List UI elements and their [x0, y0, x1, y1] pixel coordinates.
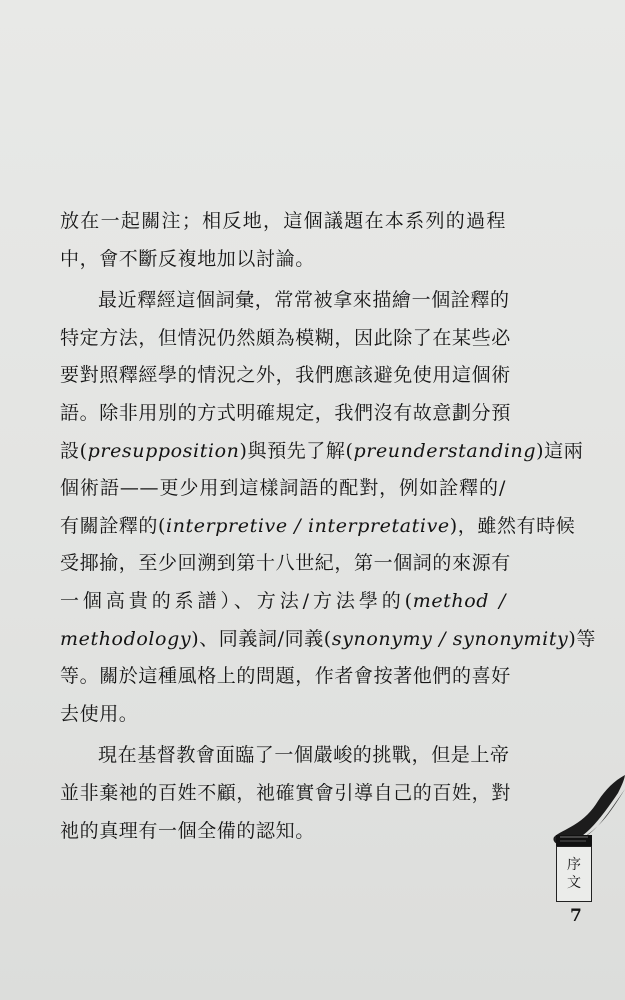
text-segment: 特定方法，但情況仍然頗為模糊，因此除了在某些必: [60, 326, 511, 349]
text-segment: 現在基督教會面臨了一個嚴峻的挑戰，但是上帝: [98, 744, 510, 767]
text-line: [60, 282, 510, 320]
text-line: [60, 775, 511, 813]
section-tab-char: 序: [567, 857, 581, 873]
text-segment: )這兩: [536, 439, 584, 462]
italic-term: method /: [412, 589, 507, 612]
text-segment: 等。關於這種風格上的問題，作者會按著他們的喜好: [60, 665, 511, 688]
italic-term: synonymy / synonymity: [331, 627, 569, 650]
text-segment: 語。除非用別的方式明確規定，我們沒有故意劃分預: [60, 401, 511, 424]
italic-term: methodology: [60, 627, 192, 650]
body-text: [60, 203, 597, 850]
text-segment: 放在一起關注；相反地，這個議題在本系列的過程: [60, 210, 506, 232]
text-line: [60, 203, 506, 241]
section-tab: [556, 846, 592, 902]
text-segment: 設(: [60, 439, 88, 462]
section-tab-char: 文: [567, 875, 581, 891]
text-segment: )，雖然有時候: [449, 514, 576, 537]
text-line: [60, 357, 511, 395]
text-segment: 去使用。: [60, 702, 139, 725]
text-line: [60, 737, 510, 775]
text-segment: 最近釋經這個詞彙，常常被拿來描繪一個詮釋的: [98, 289, 510, 312]
text-line: [60, 508, 576, 546]
italic-term: interpretive / interpretative: [166, 514, 450, 537]
text-line: [60, 241, 506, 279]
italic-term: presupposition: [87, 439, 240, 462]
text-line: [60, 320, 511, 358]
text-line: [60, 696, 506, 734]
text-line: [60, 621, 597, 659]
text-line: [60, 658, 511, 696]
text-line: [60, 545, 511, 583]
text-segment: 中，會不斷反複地加以討論。: [60, 247, 315, 270]
text-segment: 有關詮釋的(: [60, 514, 167, 537]
text-segment: 要對照釋經學的情況之外，我們應該避免使用這個術: [60, 364, 511, 387]
text-line: [60, 813, 506, 851]
text-segment: 並非棄祂的百姓不顧，祂確實會引導自己的百姓，對: [60, 781, 511, 804]
text-segment: 祂的真理有一個全備的認知。: [60, 819, 315, 842]
text-segment: )、同義詞/同義(: [191, 627, 332, 650]
text-segment: )等: [568, 627, 597, 650]
text-segment: 個術語——更少用到這樣詞語的配對，例如詮釋的/: [60, 477, 506, 500]
page-number: 7: [570, 906, 582, 926]
text-line: [60, 583, 506, 621]
text-segment: 一個高貴的系譜）、方法/方法學的(: [60, 589, 413, 612]
text-line: [60, 470, 506, 508]
italic-term: preunderstanding: [353, 439, 537, 462]
text-line: [60, 395, 511, 433]
text-line: [60, 433, 584, 471]
text-segment: )與預先了解(: [239, 439, 354, 462]
text-segment: 受揶揄，至少回溯到第十八世紀，第一個詞的來源有: [60, 552, 511, 575]
